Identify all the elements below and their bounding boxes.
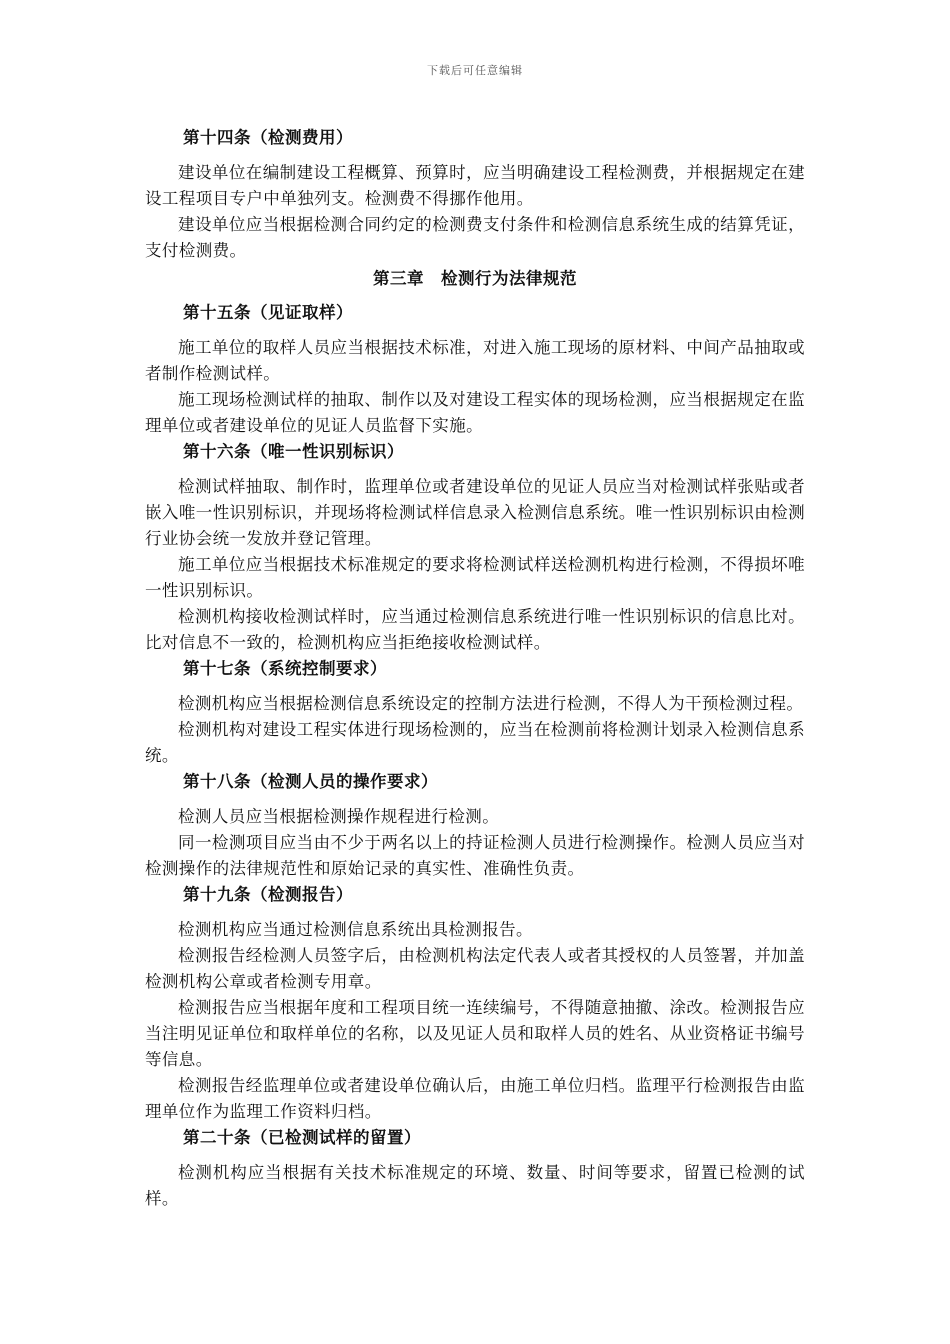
- article-section: [145, 1125, 805, 1212]
- chapter-title: 第三章 检测行为法律规范: [373, 269, 577, 288]
- article-section: [145, 769, 805, 882]
- article-section: [145, 439, 805, 656]
- article-section: [145, 300, 805, 439]
- article-paragraph: 检测机构应当根据有关技术标准规定的环境、数量、时间等要求，留置已检测的试样。: [145, 1163, 805, 1208]
- article-title: 第十七条（系统控制要求）: [182, 659, 387, 678]
- article-paragraph: 建设单位应当根据检测合同约定的检测费支付条件和检测信息系统生成的结算凭证，支付检测费。: [145, 215, 805, 260]
- article-paragraph: 施工单位应当根据技术标准规定的要求将检测试样送检测机构进行检测，不得损坏唯一性识别标识。: [145, 555, 805, 600]
- article-title: 第十四条（检测费用）: [182, 128, 353, 147]
- article-paragraph: 施工单位的取样人员应当根据技术标准，对进入施工现场的原材料、中间产品抽取或者制作检测试样。: [145, 338, 805, 383]
- article-title: 第二十条（已检测试样的留置）: [182, 1128, 421, 1147]
- article-paragraph: 同一检测项目应当由不少于两名以上的持证检测人员进行检测操作。检测人员应当对检测操作的法律规范性和原始记录的真实性、准确性负责。: [145, 833, 805, 878]
- document-body: [145, 125, 805, 1212]
- article-paragraph: 检测报告经检测人员签字后，由检测机构法定代表人或者其授权的人员签署，并加盖检测机构公章或者检测专用章。: [145, 946, 805, 991]
- article-section: [145, 882, 805, 1125]
- article-section: [145, 656, 805, 769]
- article-paragraph: 检测报告经监理单位或者建设单位确认后，由施工单位归档。监理平行检测报告由监理单位作为监理工作资料归档。: [145, 1076, 805, 1121]
- article-section: [145, 125, 805, 264]
- article-title: 第十五条（见证取样）: [182, 303, 353, 322]
- article-paragraph: 检测机构接收检测试样时，应当通过检测信息系统进行唯一性识别标识的信息比对。比对信息不一致的，检测机构应当拒绝接收检测试样。: [145, 607, 805, 652]
- article-paragraph: 检测机构应当根据检测信息系统设定的控制方法进行检测，不得人为干预检测过程。: [178, 694, 804, 713]
- article-paragraph: 检测人员应当根据检测操作规程进行检测。: [178, 807, 500, 826]
- article-paragraph: 施工现场检测试样的抽取、制作以及对建设工程实体的现场检测，应当根据规定在监理单位或者建设单位的见证人员监督下实施。: [145, 390, 805, 435]
- article-title: 第十六条（唯一性识别标识）: [182, 442, 404, 461]
- article-title: 第十九条（检测报告）: [182, 885, 353, 904]
- article-paragraph: 建设单位在编制建设工程概算、预算时，应当明确建设工程检测费，并根据规定在建设工程项目专户中单独列支。检测费不得挪作他用。: [145, 163, 805, 208]
- article-paragraph: 检测报告应当根据年度和工程项目统一连续编号，不得随意抽撤、涂改。检测报告应当注明见证单位和取样单位的名称，以及见证人员和取样人员的姓名、从业资格证书编号等信息。: [145, 998, 805, 1069]
- article-title: 第十八条（检测人员的操作要求）: [182, 772, 438, 791]
- article-paragraph: 检测试样抽取、制作时，监理单位或者建设单位的见证人员应当对检测试样张贴或者嵌入唯一性识别标识，并现场将检测试样信息录入检测信息系统。唯一性识别标识由检测行业协会统一发放并登记管理。: [145, 477, 805, 548]
- article-paragraph: 检测机构对建设工程实体进行现场检测的，应当在检测前将检测计划录入检测信息系统。: [145, 720, 805, 765]
- article-paragraph: 检测机构应当通过检测信息系统出具检测报告。: [178, 920, 533, 939]
- header-note: 下载后可任意编辑: [427, 64, 523, 77]
